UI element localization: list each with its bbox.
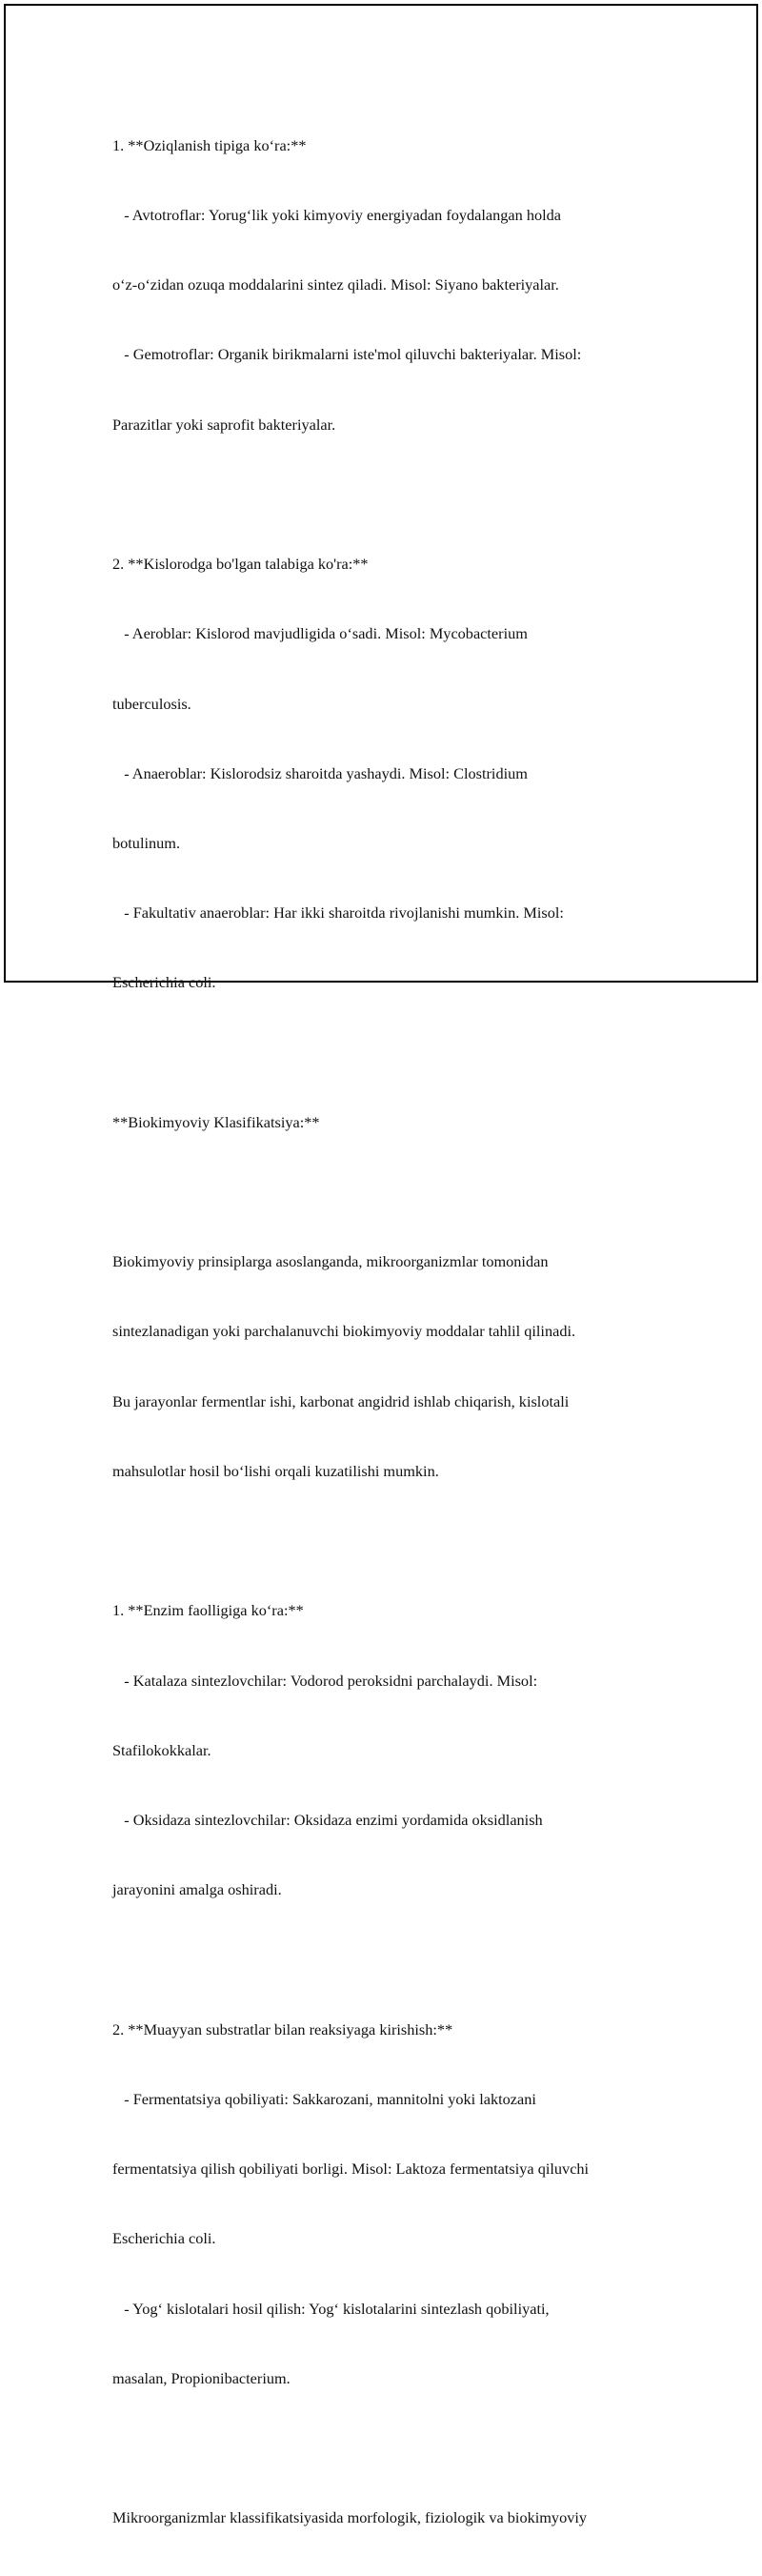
text-line: 2. **Kislorodga bo'lgan talabiga ko'ra:** xyxy=(112,555,369,574)
paragraph-gap xyxy=(112,1948,684,1971)
text-line: jarayonini amalga oshiradi. xyxy=(112,1880,282,1899)
paragraph-gap xyxy=(112,1042,684,1065)
text-line: - Avtotroflar: Yorug‘lik yoki kimyoviy energiyadan foydalangan holda xyxy=(112,206,562,225)
text-line: Stafilokokkalar. xyxy=(112,1740,211,1759)
text-line: 1. **Enzim faolligiga ko‘ra:** xyxy=(112,1601,304,1620)
text-line: masalan, Propionibacterium. xyxy=(112,2368,291,2387)
text-line: - Gemotroflar: Organik birikmalarni iste'mol qiluvchi bakteriyalar. Misol: xyxy=(112,345,582,364)
text-line: - Fermentatsiya qobiliyati: Sakkarozani, mannitolni yoki laktozani xyxy=(112,2089,536,2108)
paragraph-gap xyxy=(112,1181,684,1204)
text-line: 2. **Muayyan substratlar bilan reaksiyaga kirishish:** xyxy=(112,2019,453,2038)
paragraph-oxygen-requirement xyxy=(112,506,684,1041)
text-line: Biokimyoviy prinsiplarga asoslanganda, mikroorganizmlar tomonidan xyxy=(112,1252,549,1271)
text-line: - Aeroblar: Kislorod mavjudligida o‘sadi. Misol: Mycobacterium xyxy=(112,624,528,643)
text-line: sintezlanadigan yoki parchalanuvchi biokimyoviy moddalar tahlil qilinadi. xyxy=(112,1322,576,1341)
text-line: tuberculosis. xyxy=(112,694,191,713)
paragraph-gap xyxy=(112,1530,684,1552)
text-line: botulinum. xyxy=(112,833,181,852)
paragraph-biochemical-intro xyxy=(112,1204,684,1530)
paragraph-conclusion xyxy=(112,2460,684,2576)
text-line: - Oksidaza sintezlovchilar: Oksidaza enzimi yordamida oksidlanish xyxy=(112,1811,543,1829)
text-line: Mikroorganizmlar klassifikatsiyasida morfologik, fiziologik va biokimyoviy xyxy=(112,2508,588,2527)
text-line: Parazitlar yoki saprofit bakteriyalar. xyxy=(112,415,336,434)
text-line: 1. **Oziqlanish tipiga ko‘ra:** xyxy=(112,135,307,154)
paragraph-enzyme-activity xyxy=(112,1553,684,1949)
text-line: mahsulotlar hosil bo‘lishi orqali kuzatilishi mumkin. xyxy=(112,1461,439,1480)
text-line: - Fakultativ anaeroblar: Har ikki sharoitda rivojlanishi mumkin. Misol: xyxy=(112,903,564,923)
text-line: Escherichia coli. xyxy=(112,2229,216,2248)
paragraph-nutrition-type xyxy=(112,88,684,483)
section-heading-biochemical xyxy=(112,1065,684,1181)
text-line: Bu jarayonlar fermentlar ishi, karbonat angidrid ishlab chiqarish, kislotali xyxy=(112,1391,570,1410)
text-line: - Anaeroblar: Kislorodsiz sharoitda yashaydi. Misol: Clostridium xyxy=(112,763,528,782)
text-line: **Biokimyoviy Klasifikatsiya:** xyxy=(112,1112,320,1131)
text-line: o‘z-o‘zidan ozuqa moddalarini sintez qiladi. Misol: Siyano bakteriyalar. xyxy=(112,275,559,294)
paragraph-gap xyxy=(112,483,684,506)
paragraph-gap xyxy=(112,2437,684,2460)
text-line: fermentatsiya qilish qobiliyati borligi. Misol: Laktoza fermentatsiya qiluvchi xyxy=(112,2160,590,2179)
text-line: - Katalaza sintezlovchilar: Vodorod peroksidni parchalaydi. Misol: xyxy=(112,1671,538,1690)
text-line: - Yog‘ kislotalari hosil qilish: Yog‘ kislotalarini sintezlash qobiliyati, xyxy=(112,2299,550,2318)
paragraph-substrate-reaction xyxy=(112,1972,684,2437)
document-body xyxy=(112,88,684,2576)
text-line: Escherichia coli. xyxy=(112,973,216,992)
